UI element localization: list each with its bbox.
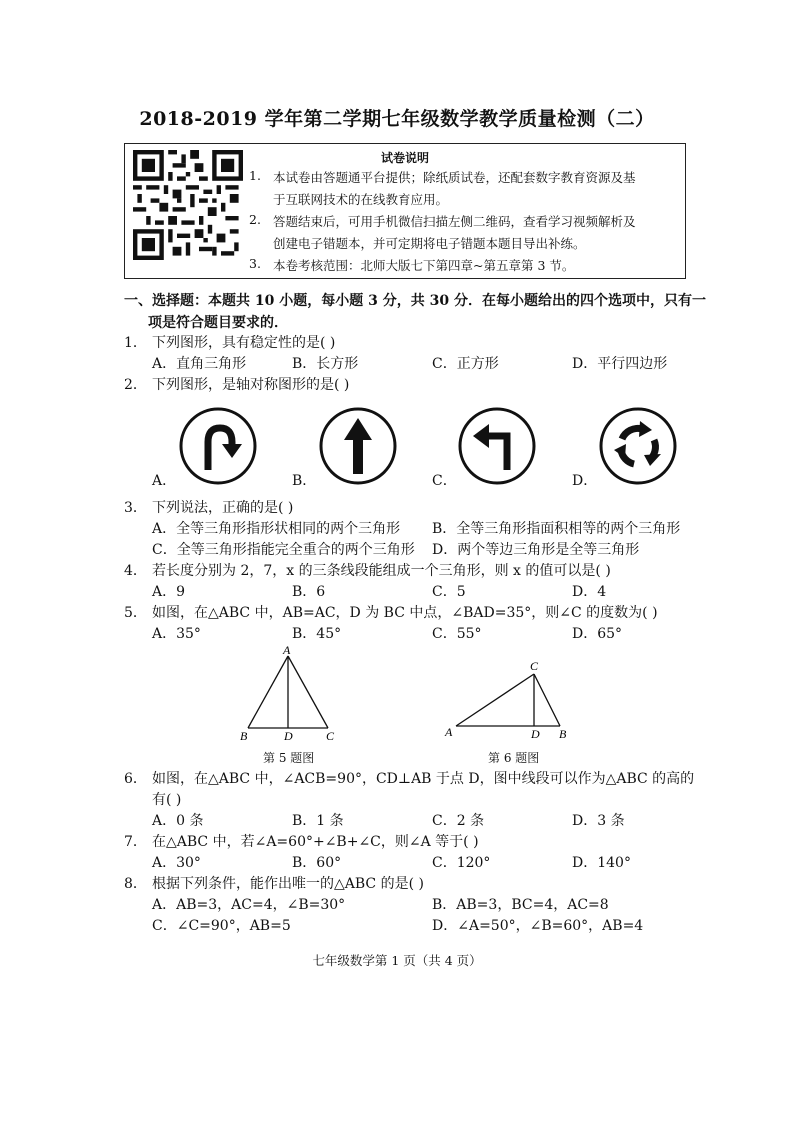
question-6-option-a[interactable]: A．0 条 bbox=[152, 813, 204, 829]
figure-5-caption: 第 5 题图 bbox=[263, 751, 315, 765]
figure-6-diagram bbox=[440, 656, 580, 742]
figure-6-label-c: C bbox=[530, 659, 539, 673]
question-5-text: 如图，在△ABC 中，AB=AC，D 为 BC 中点，∠BAD=35°，则∠C 的度数为( ) bbox=[152, 605, 658, 621]
figure-6-label-a: A bbox=[445, 725, 453, 739]
question-8-number: 8． bbox=[124, 876, 147, 892]
question-1-text: 下列图形，具有稳定性的是( ) bbox=[152, 335, 336, 351]
question-5-option-b[interactable]: B．45° bbox=[292, 626, 342, 642]
question-3-option-d[interactable]: D．两个等边三角形是全等三角形 bbox=[432, 542, 640, 558]
question-8-option-a[interactable]: A．AB=3，AC=4，∠B=30° bbox=[152, 897, 346, 913]
question-1-option-b[interactable]: B．长方形 bbox=[292, 356, 359, 372]
question-8-option-c[interactable]: C．∠C=90°，AB=5 bbox=[152, 918, 291, 934]
question-4-option-c[interactable]: C．5 bbox=[432, 584, 466, 600]
question-1-option-d[interactable]: D．平行四边形 bbox=[572, 356, 668, 372]
note-2-line-1: 答题结束后，可用手机微信扫描左侧二维码，查看学习视频解析及 bbox=[273, 214, 636, 229]
question-7-option-d[interactable]: D．140° bbox=[572, 855, 631, 871]
notes-heading: 试卷说明 bbox=[380, 151, 429, 165]
section-1-heading-cont: 项是符合题目要求的． bbox=[148, 315, 288, 331]
figure-6-label-d: D bbox=[531, 727, 540, 741]
figure-6-label-b: B bbox=[559, 727, 567, 741]
question-3-text: 下列说法，正确的是( ) bbox=[152, 500, 294, 516]
question-7-text: 在△ABC 中，若∠A=60°+∠B+∠C，则∠A 等于( ) bbox=[152, 834, 479, 850]
question-2-text: 下列图形，是轴对称图形的是( ) bbox=[152, 377, 350, 393]
left-turn-sign-icon[interactable] bbox=[457, 406, 537, 486]
figure-5-label-b: B bbox=[240, 729, 248, 743]
question-3-option-a[interactable]: A．全等三角形指形状相同的两个三角形 bbox=[152, 521, 401, 537]
question-4-option-b[interactable]: B．6 bbox=[292, 584, 326, 600]
question-6-text: 如图，在△ABC 中，∠ACB=90°，CD⊥AB 于点 D，图中线段可以作为△ABC 的高的 bbox=[152, 771, 695, 787]
question-5-option-c[interactable]: C．55° bbox=[432, 626, 482, 642]
exam-notes-box bbox=[124, 143, 686, 279]
question-1-option-a[interactable]: A．直角三角形 bbox=[152, 356, 247, 372]
question-7-option-b[interactable]: B．60° bbox=[292, 855, 342, 871]
question-6-option-c[interactable]: C．2 条 bbox=[432, 813, 485, 829]
question-5-number: 5． bbox=[124, 605, 147, 621]
figure-5-diagram bbox=[230, 642, 360, 742]
question-6-text-cont: 有( ) bbox=[152, 792, 182, 808]
question-4-text: 若长度分别为 2，7，x 的三条线段能组成一个三角形，则 x 的值可以是( ) bbox=[152, 563, 611, 579]
question-6-option-b[interactable]: B．1 条 bbox=[292, 813, 344, 829]
qr-code-icon[interactable] bbox=[133, 150, 243, 260]
question-4-number: 4． bbox=[124, 563, 147, 579]
question-2-number: 2． bbox=[124, 377, 147, 393]
u-turn-sign-icon[interactable] bbox=[178, 406, 258, 486]
section-1-heading: 一、选择题：本题共 10 小题，每小题 3 分，共 30 分．在每小题给出的四个选项中，只有一 bbox=[124, 293, 706, 309]
question-5-option-d[interactable]: D．65° bbox=[572, 626, 623, 642]
question-3-number: 3． bbox=[124, 500, 147, 516]
question-8-option-d[interactable]: D．∠A=50°，∠B=60°，AB=4 bbox=[432, 918, 644, 934]
question-7-option-c[interactable]: C．120° bbox=[432, 855, 491, 871]
question-7-number: 7． bbox=[124, 834, 147, 850]
question-1-number: 1． bbox=[124, 335, 147, 351]
question-5-option-a[interactable]: A．35° bbox=[152, 626, 201, 642]
question-3-option-b[interactable]: B．全等三角形指面积相等的两个三角形 bbox=[432, 521, 681, 537]
note-1-number: 1. bbox=[249, 168, 261, 183]
question-8-option-b[interactable]: B．AB=3，BC=4，AC=8 bbox=[432, 897, 609, 913]
question-1-option-c[interactable]: C．正方形 bbox=[432, 356, 499, 372]
note-1-line-1: 本试卷由答题通平台提供；除纸质试卷，还配套数字教育资源及基 bbox=[273, 170, 636, 185]
note-3-line-1: 本卷考核范围：北师大版七下第四章~第五章第 3 节。 bbox=[273, 258, 575, 273]
figure-5-label-a: A bbox=[283, 643, 291, 657]
figure-5-label-c: C bbox=[326, 729, 335, 743]
question-8-text: 根据下列条件，能作出唯一的△ABC 的是( ) bbox=[152, 876, 424, 892]
question-2-option-c[interactable]: C． bbox=[432, 473, 457, 489]
page-title: 2018-2019 学年第二学期七年级数学教学质量检测（二） bbox=[139, 108, 655, 130]
question-4-option-a[interactable]: A．9 bbox=[152, 584, 186, 600]
note-2-line-2: 创建电子错题本，并可定期将电子错题本题目导出补练。 bbox=[273, 236, 586, 251]
question-4-option-d[interactable]: D．4 bbox=[572, 584, 607, 600]
figure-5-label-d: D bbox=[284, 729, 293, 743]
question-7-option-a[interactable]: A．30° bbox=[152, 855, 201, 871]
note-2-number: 2. bbox=[249, 212, 261, 227]
figure-6-caption: 第 6 题图 bbox=[488, 751, 540, 765]
question-2-option-a[interactable]: A． bbox=[152, 473, 177, 489]
page-footer: 七年级数学第 1 页（共 4 页） bbox=[312, 953, 482, 968]
question-3-option-c[interactable]: C．全等三角形指能完全重合的两个三角形 bbox=[152, 542, 415, 558]
circular-arrows-sign-icon[interactable] bbox=[598, 406, 678, 486]
question-2-option-d[interactable]: D． bbox=[572, 473, 598, 489]
note-3-number: 3. bbox=[249, 256, 261, 271]
note-1-line-2: 于互联网技术的在线教育应用。 bbox=[273, 192, 449, 207]
up-arrow-sign-icon[interactable] bbox=[318, 406, 398, 486]
question-6-option-d[interactable]: D．3 条 bbox=[572, 813, 625, 829]
question-6-number: 6． bbox=[124, 771, 147, 787]
question-2-option-b[interactable]: B． bbox=[292, 473, 317, 489]
